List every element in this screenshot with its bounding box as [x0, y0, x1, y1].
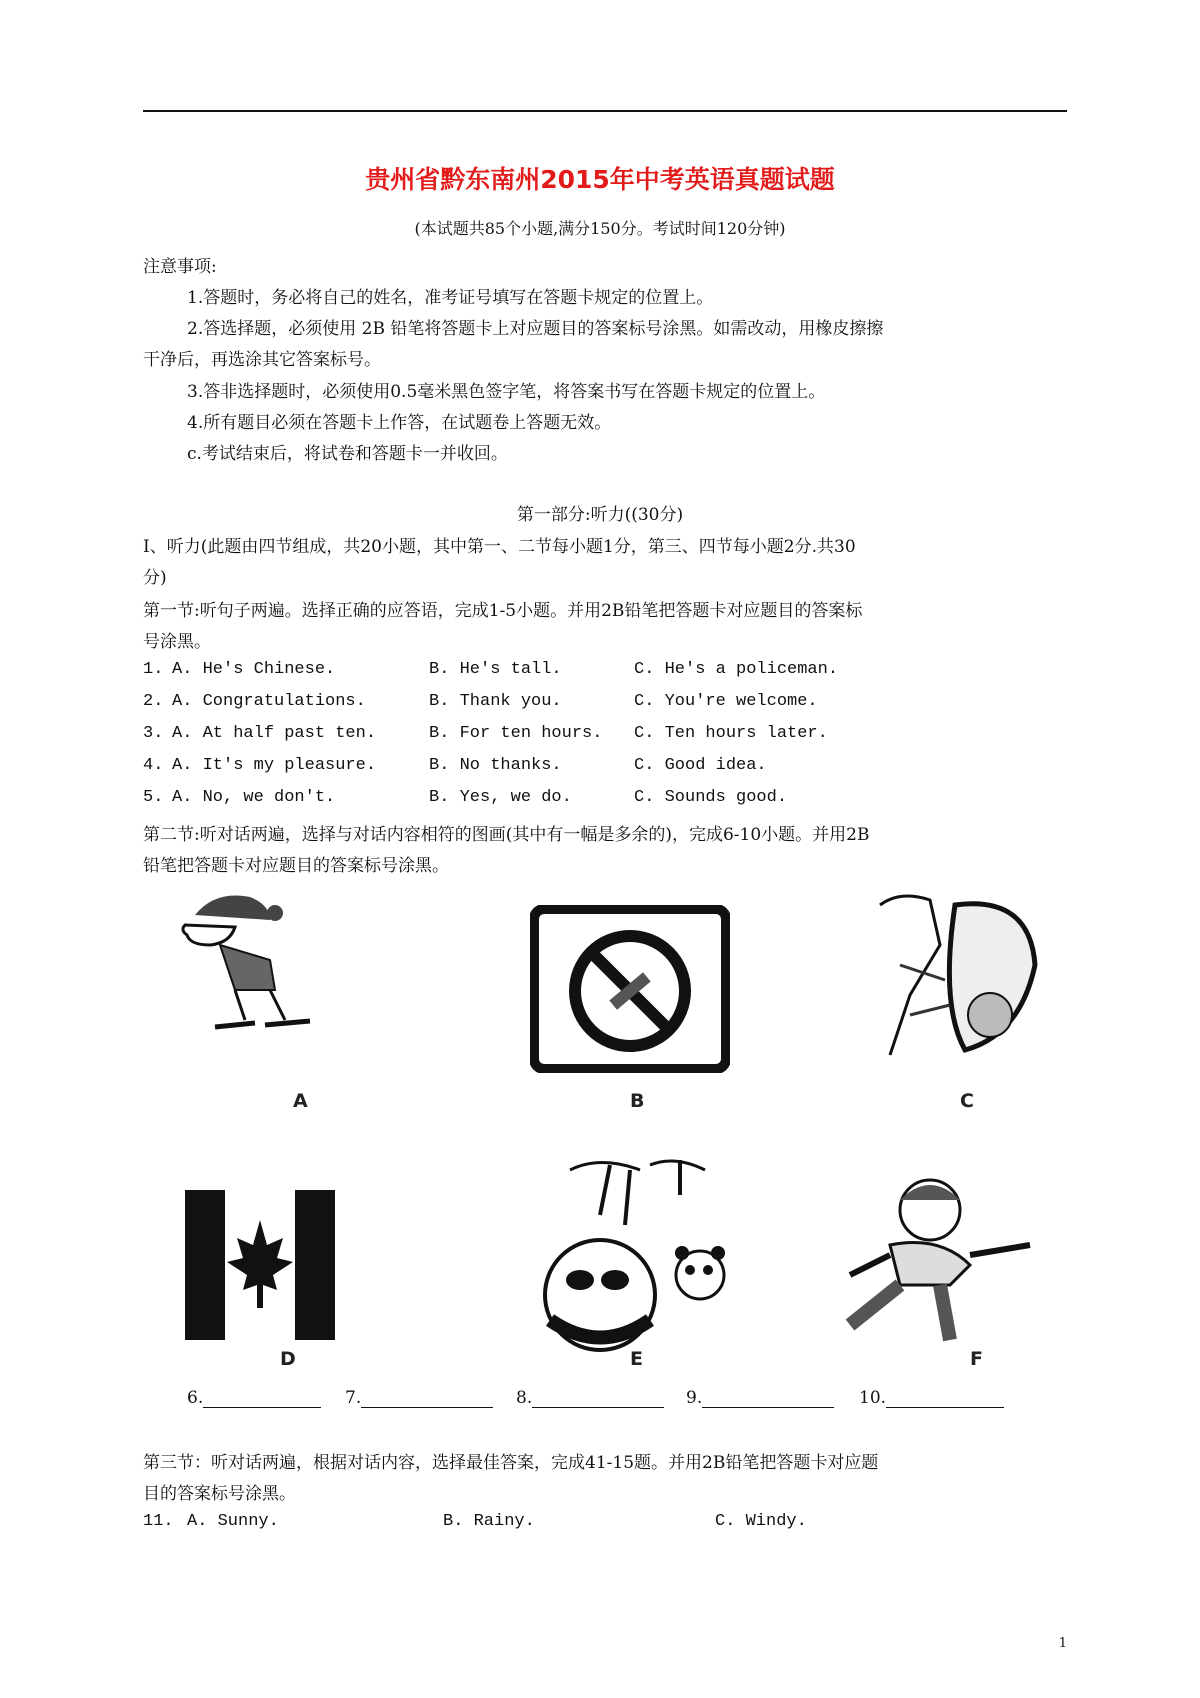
blank-number: 8.	[516, 1388, 533, 1408]
notice-item-3: 3.答非选择题时，必须使用0.5毫米黑色签字笔，将答案书写在答题卡规定的位置上。	[187, 382, 826, 402]
section2-instruction-line1: 第二节:听对话两遍，选择与对话内容相符的图画(其中有一幅是多余的)，完成6-10小题。并用2B	[143, 825, 870, 845]
blank-number: 9.	[686, 1388, 703, 1408]
figure-label-a: A	[293, 1090, 308, 1112]
option-b: B. Rainy.	[443, 1512, 535, 1531]
blank-line	[203, 1391, 321, 1408]
option-c: C. Good idea.	[634, 756, 767, 775]
notice-heading: 注意事项:	[143, 257, 217, 277]
option-a: A. It's my pleasure.	[172, 756, 377, 775]
figure-label-d: D	[280, 1348, 296, 1370]
figure-label-e: E	[630, 1348, 643, 1370]
notice-item-2-cont: 干净后，再选涂其它答案标号。	[143, 350, 381, 370]
section1-instruction-line2: 号涂黑。	[143, 632, 211, 652]
question-number: 4.	[143, 756, 164, 775]
option-b: B. No thanks.	[429, 756, 562, 775]
header-rule	[143, 110, 1067, 112]
boy-exercising-picture	[830, 1175, 1040, 1345]
page-title: 贵州省黔东南州2015年中考英语真题试题	[365, 165, 835, 194]
figure-label-f: F	[970, 1348, 983, 1370]
canada-flag	[185, 1190, 335, 1340]
notice-item-5: c.考试结束后，将试卷和答题卡一并收回。	[187, 444, 508, 464]
section3-instruction-line2: 目的答案标号涂黑。	[143, 1484, 296, 1504]
answer-blank-7[interactable]	[345, 1388, 493, 1408]
part1-heading: 第一部分:听力((30分)	[516, 505, 684, 525]
answer-blank-8[interactable]	[516, 1388, 664, 1408]
option-a: A. At half past ten.	[172, 724, 377, 743]
option-b: B. Yes, we do.	[429, 788, 572, 807]
question-number: 5.	[143, 788, 164, 807]
option-a: A. He's Chinese.	[172, 660, 336, 679]
listening-intro-line2: 分)	[143, 568, 167, 588]
notice-item-4: 4.所有题目必须在答题卡上作答，在试题卷上答题无效。	[187, 413, 612, 433]
option-b: B. He's tall.	[429, 660, 562, 679]
answer-blank-9[interactable]	[686, 1388, 834, 1408]
section1-instruction-line1: 第一节:听句子两遍。选择正确的应答语，完成1-5小题。并用2B铅笔把答题卡对应题目的答案标	[143, 601, 863, 621]
answer-blank-10[interactable]	[859, 1388, 1004, 1408]
option-b: B. For ten hours.	[429, 724, 603, 743]
answer-blank-6[interactable]	[187, 1388, 321, 1408]
page-subtitle: (本试题共85个小题,满分150分。考试时间120分钟)	[414, 219, 786, 238]
blank-line	[532, 1391, 664, 1408]
figure-label-c: C	[960, 1090, 974, 1112]
section3-instruction-line1: 第三节：听对话两遍，根据对话内容，选择最佳答案，完成41-15题。并用2B铅笔把答题卡对应题	[143, 1453, 879, 1473]
blank-line	[886, 1391, 1004, 1408]
question-number: 2.	[143, 692, 164, 711]
question-number: 3.	[143, 724, 164, 743]
option-b: B. Thank you.	[429, 692, 562, 711]
blank-line	[702, 1391, 834, 1408]
blank-number: 7.	[345, 1388, 362, 1408]
pandas-picture	[530, 1155, 740, 1355]
notice-item-1: 1.答题时，务必将自己的姓名，准考证号填写在答题卡规定的位置上。	[187, 288, 714, 308]
skater-picture	[175, 885, 325, 1035]
option-c: C. He's a policeman.	[634, 660, 839, 679]
no-smoking-sign	[530, 905, 730, 1073]
blank-number: 10.	[859, 1388, 887, 1408]
option-c: C. You're welcome.	[634, 692, 818, 711]
section2-instruction-line2: 铅笔把答题卡对应题目的答案标号涂黑。	[143, 856, 449, 876]
notice-item-2: 2.答选择题，必须使用 2B 铅笔将答题卡上对应题目的答案标号涂黑。如需改动，用橡皮擦擦	[187, 319, 884, 339]
option-c: C. Sounds good.	[634, 788, 788, 807]
figure-label-b: B	[630, 1090, 645, 1112]
blank-number: 6.	[187, 1388, 204, 1408]
question-number: 11.	[143, 1512, 174, 1531]
listening-intro-line1: I、听力(此题由四节组成，共20小题，其中第一、二节每小题1分，第三、四节每小题2分.共30	[143, 537, 856, 557]
option-a: A. Sunny.	[187, 1512, 279, 1531]
page-number: 1	[1058, 1636, 1067, 1651]
option-a: A. Congratulations.	[172, 692, 366, 711]
option-a: A. No, we don't.	[172, 788, 336, 807]
blank-line	[361, 1391, 493, 1408]
option-c: C. Ten hours later.	[634, 724, 828, 743]
question-number: 1.	[143, 660, 164, 679]
umbrella-wind-picture	[870, 885, 1040, 1060]
option-c: C. Windy.	[715, 1512, 807, 1531]
